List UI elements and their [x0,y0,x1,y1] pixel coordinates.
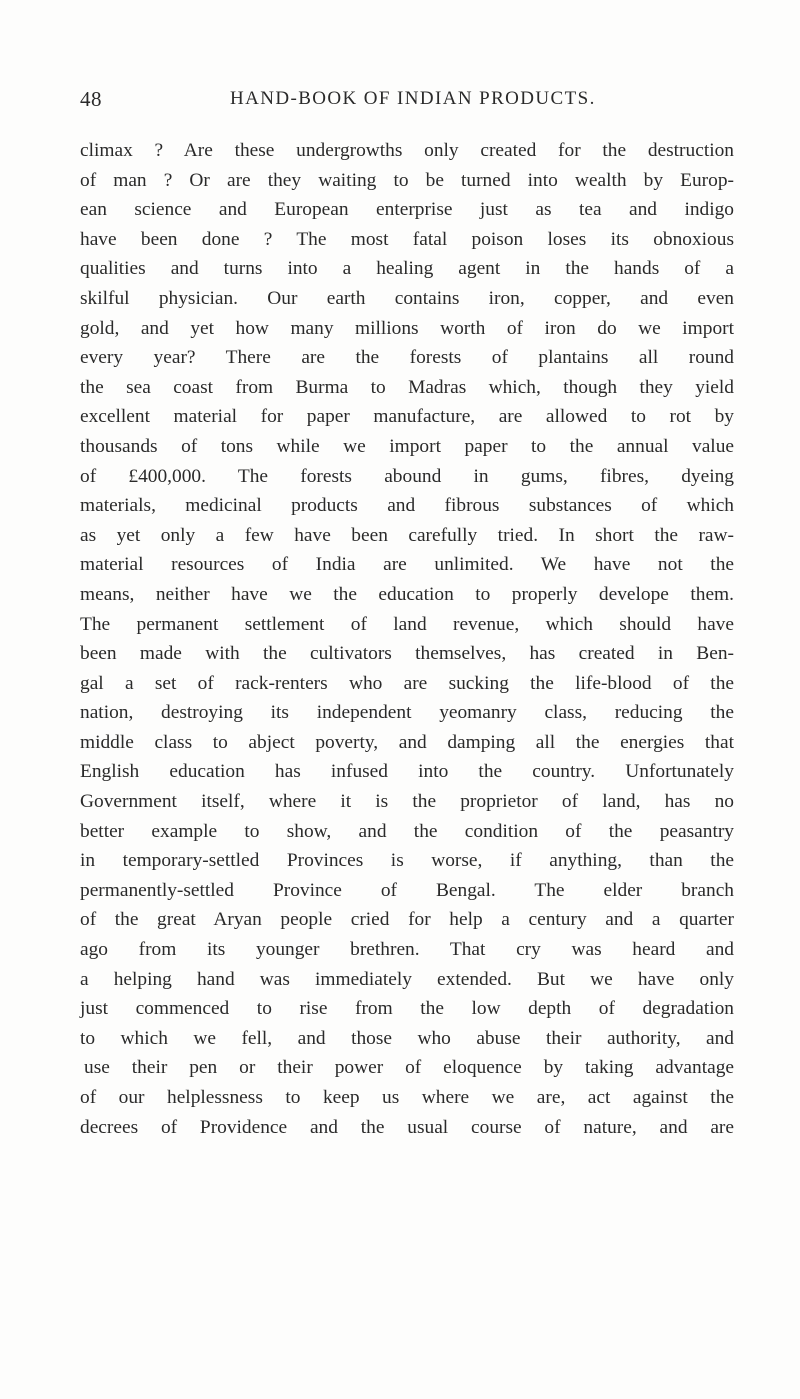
text-line: thousands of tons while we import paper to the annual value [80,435,734,457]
text-line: The permanent settlement of land revenue, which should have [80,613,734,635]
text-line: middle class to abject poverty, and damping all the energies that [80,731,734,753]
text-line: materials, medicinal products and fibrous substances of which [80,495,734,517]
text-line: use their pen or their power of eloquence by taking advantage [84,1057,734,1079]
running-title: HAND-BOOK OF INDIAN PRODUCTS. [230,88,596,109]
text-line: of our helplessness to keep us where we are, act against the [80,1087,734,1108]
text-line: in temporary-settled Provinces is worse, if anything, than the [80,850,734,872]
text-line: been made with the cultivators themselves, has created in Ben- [80,643,734,665]
text-line: Government itself, where it is the proprietor of land, has no [80,791,734,813]
text-line: better example to show, and the condition of the peasantry [80,820,734,842]
text-line: every year? There are the forests of plantains all round [80,347,734,369]
text-line: ean science and European enterprise just as tea and indigo [80,199,734,221]
text-line: permanently-settled Province of Bengal. The elder branch [80,879,734,901]
text-line: of £400,000. The forests abound in gums, fibres, dyeing [80,465,734,487]
text-line: nation, destroying its independent yeomanry class, reducing the [80,702,734,724]
body-paragraph [80,136,734,1142]
text-line: have been done ? The most fatal poison loses its obnoxious [80,228,734,250]
text-line: of the great Aryan people cried for help a century and a quarter [80,909,734,931]
text-line: of man ? Or are they waiting to be turned into wealth by Europ- [80,169,734,191]
text-line: material resources of India are unlimited. We have not the [80,554,734,576]
text-line: gold, and yet how many millions worth of iron do we import [80,317,734,339]
text-line: just commenced to rise from the low depth of degradation [80,998,734,1020]
text-line: means, neither have we the education to properly develope them. [80,583,734,605]
text-line: decrees of Providence and the usual course of nature, and are [80,1116,734,1138]
text-line: climax ? Are these undergrowths only created for the destruction [80,140,734,161]
text-line: qualities and turns into a healing agent in the hands of a [80,258,734,280]
text-line: English education has infused into the country. Unfortunately [80,761,734,783]
text-line: a helping hand was immediately extended. But we have only [80,968,734,990]
text-line: gal a set of rack-renters who are sucking the life-blood of the [80,672,734,694]
text-line: as yet only a few have been carefully tried. In short the raw- [80,524,734,546]
page-header [80,84,732,114]
text-line: excellent material for paper manufacture, are allowed to rot by [80,406,734,428]
text-line: skilful physician. Our earth contains iron, copper, and even [80,287,734,309]
text-line: to which we fell, and those who abuse their authority, and [80,1027,734,1049]
text-line: the sea coast from Burma to Madras which, though they yield [80,376,734,398]
text-line: ago from its younger brethren. That cry was heard and [80,939,734,961]
page-number: 48 [80,87,102,111]
